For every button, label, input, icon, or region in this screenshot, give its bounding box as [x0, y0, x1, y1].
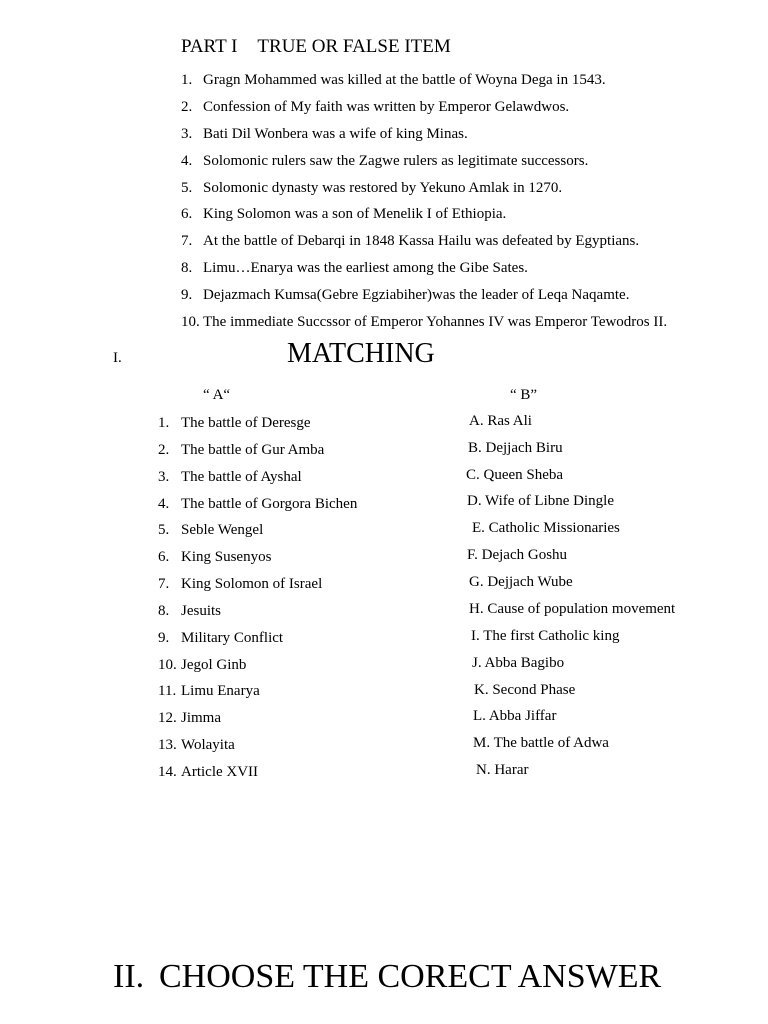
item-text: Jesuits — [181, 602, 222, 619]
item-number: 10. — [181, 314, 200, 331]
part-1-heading: TRUE OR FALSE ITEM — [257, 36, 451, 57]
item-text: The battle of Gur Amba — [181, 441, 325, 458]
item-number: 3. — [158, 468, 170, 485]
column-a-item — [158, 735, 357, 762]
item-number: 14. — [158, 763, 177, 780]
part-1-label: PART I — [181, 36, 238, 57]
item-number: 8. — [181, 260, 193, 277]
column-b-item: E. Catholic Missionaries — [472, 520, 620, 536]
column-a-item — [158, 762, 357, 789]
item-text: King Susenyos — [181, 549, 272, 566]
item-number: 9. — [181, 287, 193, 304]
item-text: Wolayita — [181, 737, 235, 754]
true-false-item — [181, 312, 667, 339]
item-text: Confession of My faith was written by Emperor Gelawdwos. — [203, 98, 570, 115]
item-number: 4. — [181, 152, 193, 169]
column-a-item — [158, 547, 357, 574]
column-a-item — [158, 467, 357, 494]
item-number: 2. — [158, 441, 170, 458]
column-b-item: I. The first Catholic king — [471, 628, 620, 644]
item-number: 2. — [181, 98, 193, 115]
item-text: Seble Wengel — [181, 522, 264, 539]
column-b-item: C. Queen Sheba — [466, 467, 564, 483]
item-number: 6. — [181, 206, 193, 223]
column-a-list — [158, 413, 357, 789]
item-number: 5. — [158, 522, 170, 539]
item-text: Jegol Ginb — [181, 656, 247, 673]
column-a-item — [158, 708, 357, 735]
column-b-item: N. Harar — [476, 762, 529, 778]
column-b-item: F. Dejach Goshu — [467, 547, 568, 563]
section-2-heading: CHOOSE THE CORECT ANSWER — [159, 958, 662, 995]
item-number: 8. — [158, 602, 170, 619]
column-a-item — [158, 601, 357, 628]
column-b-item: J. Abba Bagibo — [472, 655, 565, 671]
item-text: Dejazmach Kumsa(Gebre Egziabiher)was the leader of Leqa Naqamte. — [203, 287, 630, 304]
true-false-item — [181, 97, 667, 124]
item-number: 10. — [158, 656, 177, 673]
column-a-header: “ A“ — [203, 387, 231, 403]
item-text: King Solomon of Israel — [181, 576, 323, 593]
item-text: Limu Enarya — [181, 683, 260, 700]
item-text: Jimma — [181, 710, 221, 727]
column-a-item — [158, 628, 357, 655]
column-b-item: K. Second Phase — [474, 682, 576, 698]
item-text: The immediate Succssor of Emperor Yohannes IV was Emperor Tewodros II. — [203, 314, 668, 331]
column-a-item — [158, 681, 357, 708]
item-number: 13. — [158, 737, 177, 754]
part-1-title — [181, 36, 451, 58]
item-text: The battle of Deresge — [181, 415, 311, 431]
item-text: Article XVII — [181, 763, 259, 780]
matching-title: MATCHING — [287, 338, 435, 369]
true-false-item — [181, 151, 667, 178]
true-false-item — [181, 178, 667, 205]
item-number: 6. — [158, 549, 170, 566]
section-1-numeral: I. — [113, 350, 122, 366]
column-b-item: D. Wife of Libne Dingle — [467, 493, 614, 509]
column-b-item: L. Abba Jiffar — [473, 708, 557, 724]
item-text: At the battle of Debarqi in 1848 Kassa Hailu was defeated by Egyptians. — [203, 233, 640, 250]
item-number: 4. — [158, 495, 170, 512]
column-a-item — [158, 655, 357, 682]
item-text: Military Conflict — [181, 629, 284, 646]
section-2-title — [113, 958, 661, 996]
item-text: Solomonic rulers saw the Zagwe rulers as legitimate successors. — [203, 152, 589, 169]
column-b-item: A. Ras Ali — [469, 413, 532, 429]
item-text: King Solomon was a son of Menelik I of Ethiopia. — [203, 206, 507, 223]
item-text: Bati Dil Wonbera was a wife of king Minas. — [203, 125, 468, 142]
column-a-item — [158, 413, 357, 440]
true-false-item — [181, 70, 667, 97]
item-text: The battle of Ayshal — [181, 468, 302, 485]
column-b-item: B. Dejjach Biru — [468, 440, 563, 456]
item-text: Gragn Mohammed was killed at the battle of Woyna Dega in 1543. — [203, 72, 606, 88]
item-text: The battle of Gorgora Bichen — [181, 495, 358, 512]
true-false-item — [181, 124, 667, 151]
column-b-item: G. Dejjach Wube — [469, 574, 573, 590]
item-number: 3. — [181, 125, 193, 142]
item-number: 1. — [181, 72, 193, 88]
column-a-item — [158, 494, 357, 521]
column-a-item — [158, 574, 357, 601]
true-false-item — [181, 204, 667, 231]
column-b-item: H. Cause of population movement — [469, 601, 676, 617]
item-number: 12. — [158, 710, 177, 727]
true-false-item — [181, 231, 667, 258]
true-false-list — [181, 70, 667, 339]
column-a-item — [158, 520, 357, 547]
item-number: 11. — [158, 683, 177, 700]
item-text: Solomonic dynasty was restored by Yekuno Amlak in 1270. — [203, 179, 563, 196]
item-text: Limu…Enarya was the earliest among the Gibe Sates. — [203, 260, 528, 277]
item-number: 5. — [181, 179, 193, 196]
item-number: 9. — [158, 629, 170, 646]
column-b-header: “ B” — [510, 387, 538, 403]
item-number: 7. — [181, 233, 193, 250]
column-a-item — [158, 440, 357, 467]
item-number: 7. — [158, 576, 170, 593]
column-b-item: M. The battle of Adwa — [473, 735, 609, 751]
true-false-item — [181, 258, 667, 285]
item-number: 1. — [158, 415, 170, 431]
section-2-numeral: II. — [113, 958, 145, 995]
true-false-item — [181, 285, 667, 312]
